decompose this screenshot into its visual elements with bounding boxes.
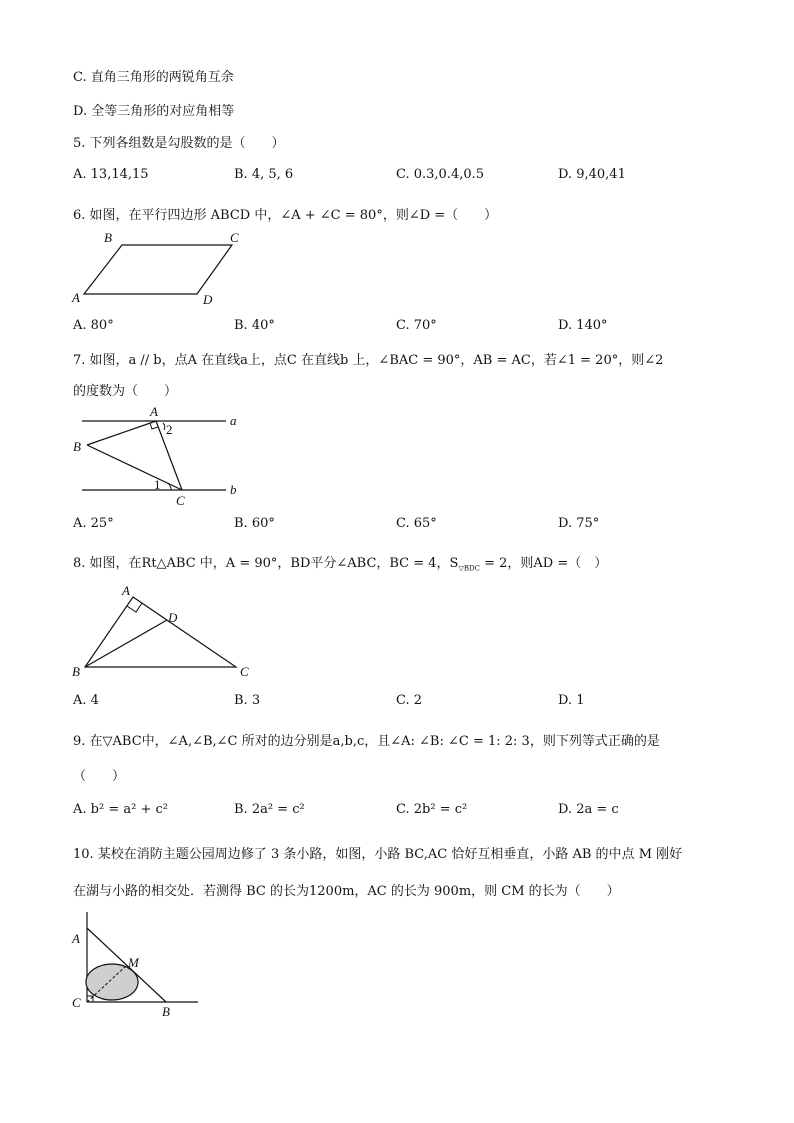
park-roads-figure bbox=[64, 906, 214, 1018]
label-b: B bbox=[104, 230, 112, 245]
question-9-line-2: （ ） bbox=[73, 769, 126, 784]
q6-option-d: D. 140° bbox=[558, 318, 608, 333]
parallelogram-shape bbox=[84, 245, 232, 294]
question-10-line-2: 在湖与小路的相交处．若测得 BC 的长为1200m，AC 的长为 900m，则 CM 的长为（ ） bbox=[73, 884, 620, 899]
label-d: D bbox=[203, 292, 213, 307]
option-c-text: C. 直角三角形的两锐角互余 bbox=[73, 70, 234, 85]
label-b: B bbox=[162, 1004, 170, 1018]
label-d: D bbox=[168, 610, 178, 625]
q8-option-d: D. 1 bbox=[558, 693, 585, 708]
label-c-point: C bbox=[176, 493, 185, 508]
question-9-line-1: 9. 在▽ABC中，∠A,∠B,∠C 所对的边分别是a,b,c，且∠A: ∠B: ∠C = 1: 2: 3，则下列等式正确的是 bbox=[73, 734, 660, 749]
question-8 bbox=[73, 552, 607, 573]
label-a-point: A bbox=[150, 404, 158, 419]
question-7-line-1: 7. 如图，a // b，点A 在直线a上，点C 在直线b 上，∠BAC = 90°，AB = AC，若∠1 = 20°，则∠2 bbox=[73, 353, 664, 368]
label-line-b: b bbox=[230, 482, 237, 497]
q6-option-a: A. 80° bbox=[73, 318, 114, 333]
q9-option-c: C. 2b² = c² bbox=[396, 802, 468, 817]
q9-option-a: A. b² = a² + c² bbox=[73, 802, 168, 817]
right-angle-mark-a bbox=[127, 603, 142, 612]
label-angle-2: 2 bbox=[166, 422, 173, 437]
label-c: C bbox=[240, 664, 249, 679]
label-c: C bbox=[230, 230, 239, 245]
q5-option-c: C. 0.3,0.4,0.5 bbox=[396, 167, 485, 182]
q7-option-b: B. 60° bbox=[234, 516, 275, 531]
angle-2-arc bbox=[163, 423, 165, 430]
q6-option-b: B. 40° bbox=[234, 318, 275, 333]
triangle-abc bbox=[85, 597, 236, 667]
option-d-text: D. 全等三角形的对应角相等 bbox=[73, 104, 235, 119]
label-a: A bbox=[72, 290, 80, 305]
label-angle-1: 1 bbox=[154, 477, 161, 492]
q8-option-b: B. 3 bbox=[234, 693, 261, 708]
question-8-subscript: ▽BDC bbox=[458, 564, 480, 573]
bisector-bd bbox=[85, 620, 167, 667]
label-b: B bbox=[72, 664, 80, 679]
q7-option-c: C. 65° bbox=[396, 516, 437, 531]
parallel-lines-figure bbox=[64, 402, 254, 510]
question-8-text: 8. 如图，在Rt△ABC 中，A = 90°，BD平分∠ABC，BC = 4，S bbox=[73, 556, 459, 571]
question-5: 5. 下列各组数是勾股数的是（ ） bbox=[73, 136, 285, 151]
question-7-line-2: 的度数为（ ） bbox=[73, 384, 178, 399]
question-10-line-1: 10. 某校在消防主题公园周边修了 3 条小路，如图，小路 BC,AC 恰好互相垂直，小路 AB 的中点 M 刚好 bbox=[73, 847, 683, 862]
label-line-a: a bbox=[230, 413, 237, 428]
segment-ab bbox=[87, 421, 156, 445]
label-c: C bbox=[72, 995, 81, 1010]
label-a: A bbox=[72, 931, 80, 946]
parallelogram-figure bbox=[60, 226, 260, 310]
q8-option-c: C. 2 bbox=[396, 693, 423, 708]
q5-option-b: B. 4, 5, 6 bbox=[234, 167, 294, 182]
question-6: 6. 如图，在平行四边形 ABCD 中，∠A + ∠C = 80°，则∠D =（ ） bbox=[73, 208, 498, 223]
q5-option-d: D. 9,40,41 bbox=[558, 167, 626, 182]
question-8-tail: = 2，则AD =（ ） bbox=[479, 556, 608, 571]
q9-option-b: B. 2a² = c² bbox=[234, 802, 305, 817]
right-triangle-figure bbox=[64, 580, 264, 682]
q8-option-a: A. 4 bbox=[73, 693, 99, 708]
label-b-point: B bbox=[73, 439, 81, 454]
q6-option-c: C. 70° bbox=[396, 318, 437, 333]
q9-option-d: D. 2a = c bbox=[558, 802, 619, 817]
q7-option-d: D. 75° bbox=[558, 516, 600, 531]
q7-option-a: A. 25° bbox=[73, 516, 114, 531]
label-m: M bbox=[128, 955, 139, 970]
label-a: A bbox=[122, 583, 130, 598]
q5-option-a: A. 13,14,15 bbox=[73, 167, 149, 182]
